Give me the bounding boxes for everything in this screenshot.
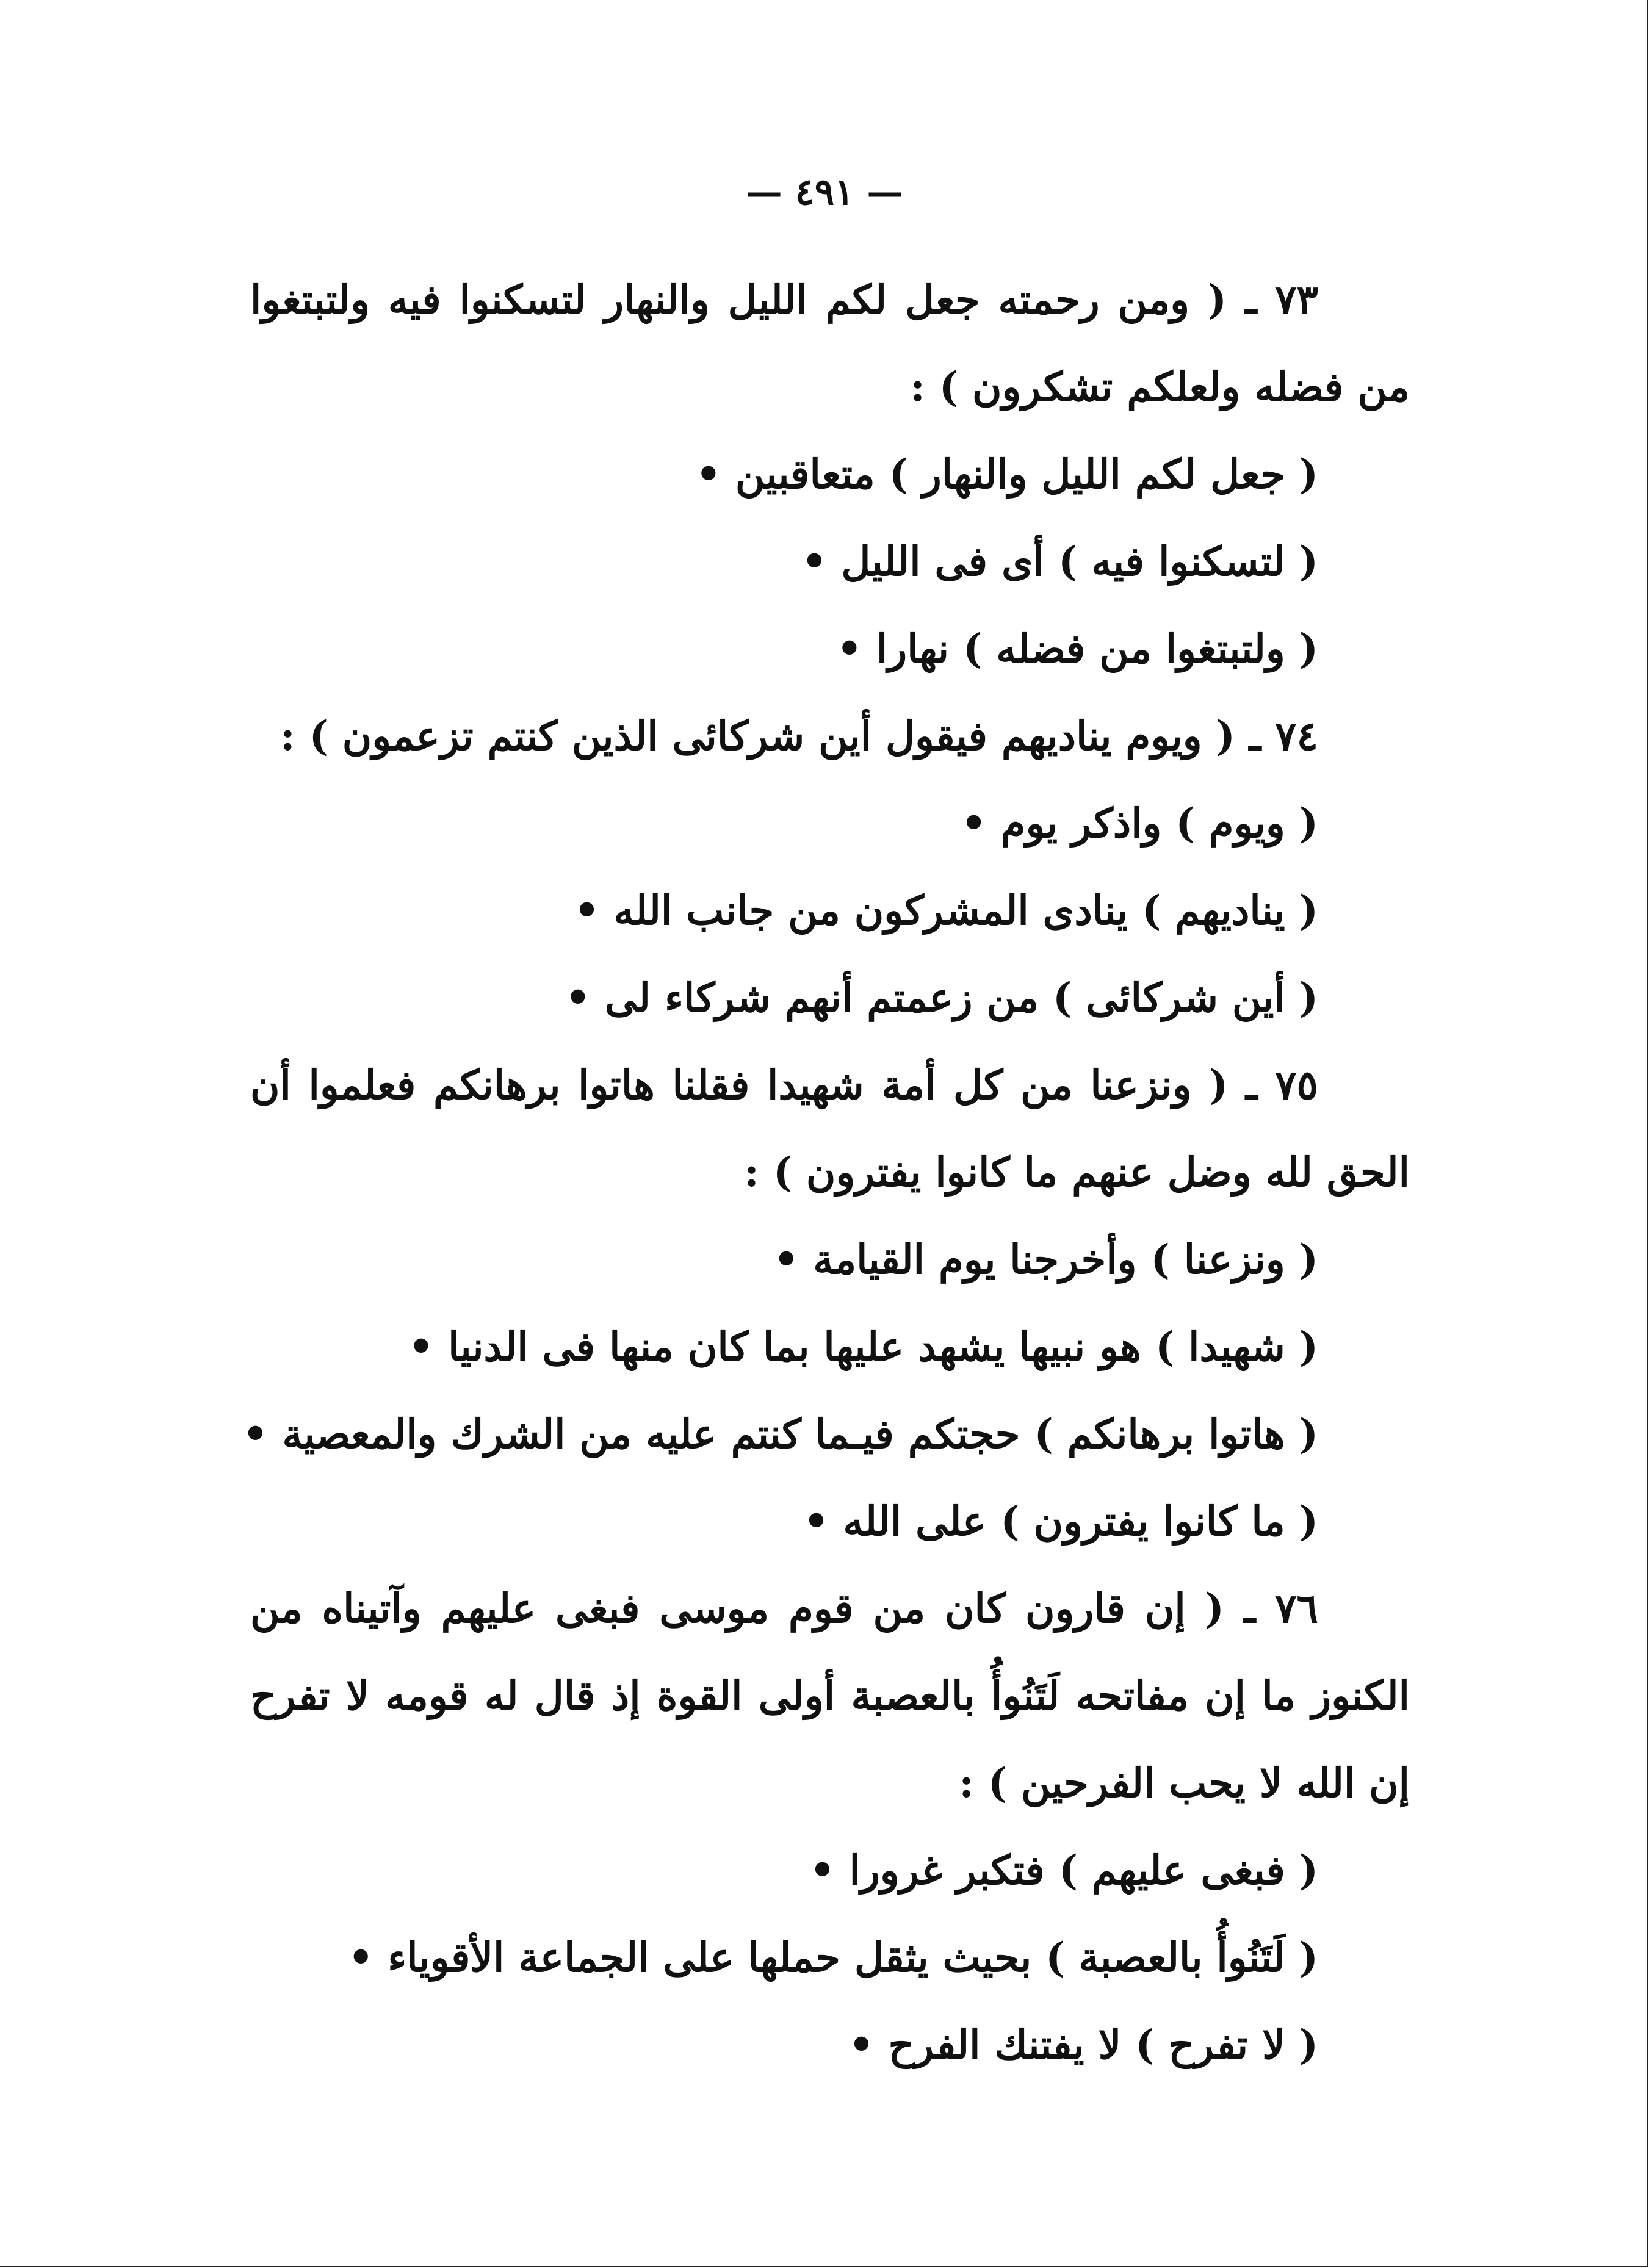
gloss-line: ( فبغى عليهم ) فتكبر غرورا • — [809, 1846, 1318, 1894]
page-number: — ٤٩١ — — [745, 171, 904, 214]
gloss-line: ( لا تفرح ) لا يفتنك الفرح • — [848, 2021, 1318, 2068]
gloss-line: ( يناديهم ) ينادى المشركون من جانب الله • — [574, 887, 1318, 934]
verse-paragraph: ٧٦ ـ ( إن قارون كان من قوم موسى فبغى عليهم وآتيناه من الكنوز ما إن مفاتحه لَتَنُوأُ بالعصبة أولى القوة إذ قال له قومه لا تفرح إن الله لا يحب الفرحين ) : — [250, 1585, 1410, 1807]
gloss-line: ( شهيدا ) هو نبيها يشهد عليها بما كان منها فى الدنيا • — [408, 1323, 1318, 1370]
gloss-line: ( جعل لكم الليل والنهار ) متعاقبين • — [695, 450, 1318, 498]
gloss-line: ( لتسكنوا فيه ) أى فى الليل • — [801, 538, 1318, 585]
commentary-text — [242, 256, 1410, 2089]
gloss-line: ( أين شركائى ) من زعمتم أنهم شركاء لى • — [565, 974, 1318, 1021]
gloss-line: ( ونزعنا ) وأخرجنا يوم القيامة • — [773, 1236, 1318, 1283]
gloss-line: ( ولتبتغوا من فضله ) نهارا • — [836, 625, 1318, 672]
gloss-line: ( هاتوا برهانكم ) حجتكم فيـما كنتم عليه من الشرك والمعصية • — [242, 1410, 1318, 1458]
verse-paragraph: ٧٤ ـ ( ويوم يناديهم فيقول أين شركائى الذين كنتم تزعمون ) : — [280, 712, 1318, 760]
verse-paragraph: ٧٣ ـ ( ومن رحمته جعل لكم الليل والنهار لتسكنوا فيه ولتبتغوا من فضله ولعلكم تشكرون ) : — [250, 276, 1410, 411]
gloss-line: ( لَتَنُوأُ بالعصبة ) بحيث يثقل حملها على الجماعة الأقوياء • — [348, 1934, 1318, 1981]
gloss-line: ( ويوم ) واذكر يوم • — [961, 799, 1318, 847]
gloss-line: ( ما كانوا يفترون ) على الله • — [803, 1497, 1318, 1545]
verse-paragraph: ٧٥ ـ ( ونزعنا من كل أمة شهيدا فقلنا هاتوا برهانكم فعلموا أن الحق لله وضل عنهم ما كانوا يفترون ) : — [250, 1061, 1410, 1196]
